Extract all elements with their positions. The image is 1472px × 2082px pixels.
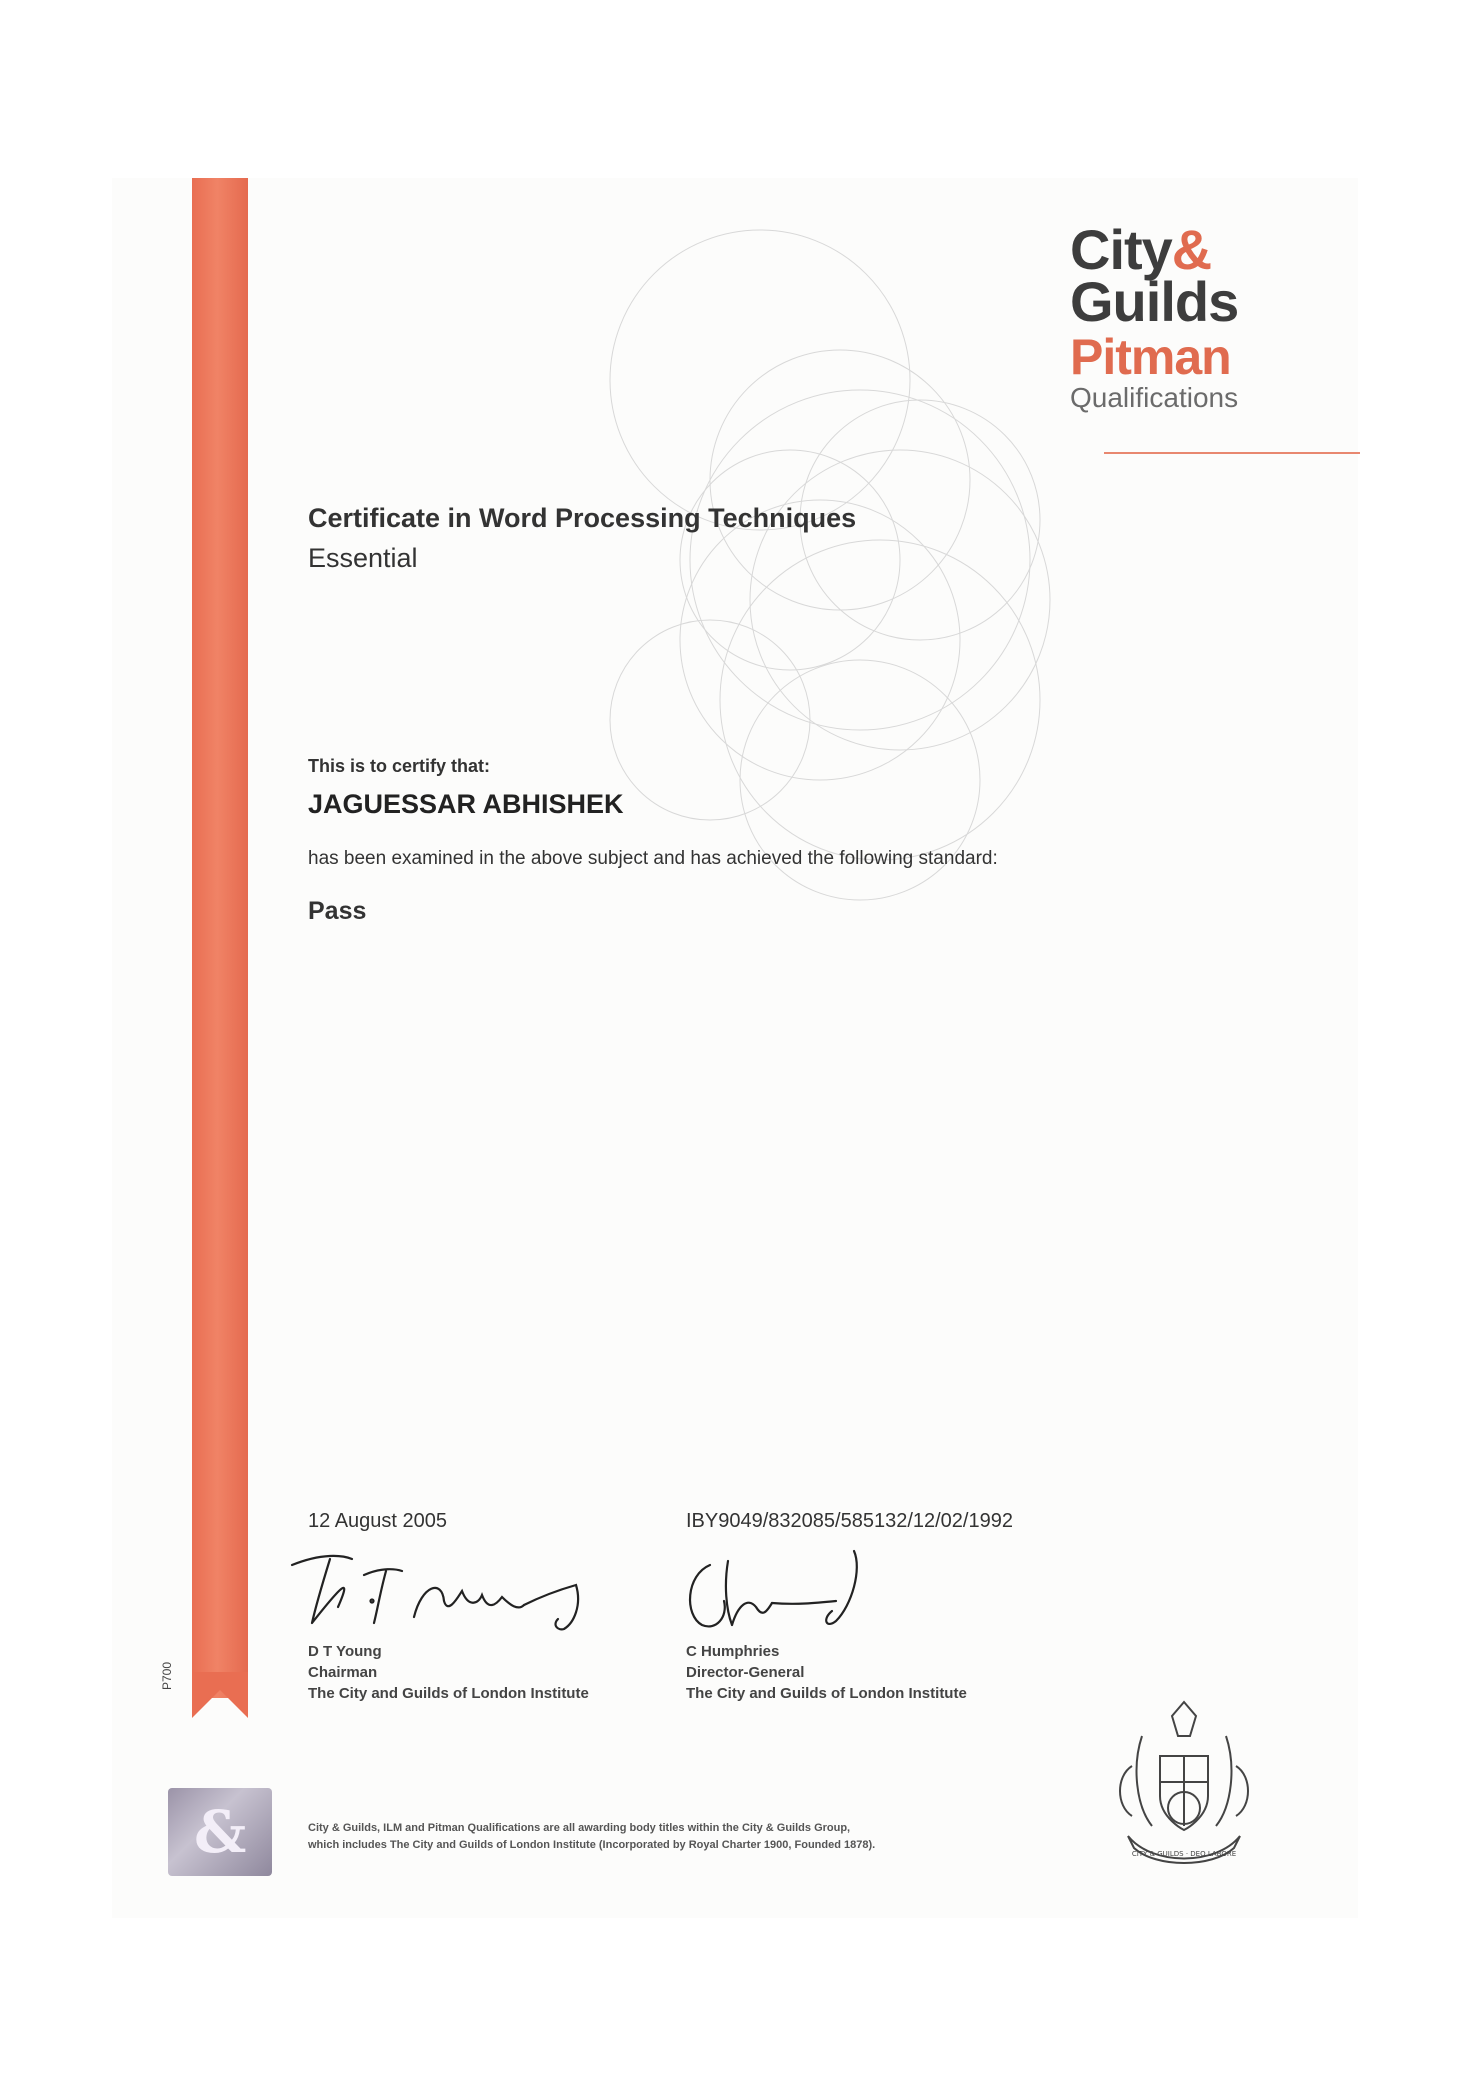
hologram-ampersand: & xyxy=(194,1798,247,1866)
reference-number: IBY9049/832085/585132/12/02/1992 xyxy=(686,1510,1013,1532)
logo-city: City xyxy=(1070,218,1172,281)
signatory-org: The City and Guilds of London Institute xyxy=(686,1685,967,1702)
city-guilds-pitman-logo xyxy=(1070,218,1360,413)
logo-qualifications: Qualifications xyxy=(1070,382,1239,413)
logo-pitman: Pitman xyxy=(1070,329,1231,385)
candidate-name: JAGUESSAR ABHISHEK xyxy=(308,789,624,819)
form-code: P700 xyxy=(160,1661,174,1690)
signatory-director-general xyxy=(686,1641,967,1704)
certificate-title: Certificate in Word Processing Techniques xyxy=(308,503,857,533)
signatory-name: C Humphries xyxy=(686,1643,780,1660)
result-standard: Pass xyxy=(308,897,367,925)
logo-guilds: Guilds xyxy=(1070,270,1239,333)
signatory-chairman xyxy=(308,1641,589,1704)
signatory-name: D T Young xyxy=(308,1643,382,1660)
signature-director-general xyxy=(676,1545,886,1635)
logo-divider xyxy=(1104,452,1360,454)
signatory-role: Director-General xyxy=(686,1664,805,1681)
signatory-role: Chairman xyxy=(308,1664,378,1681)
signature-chairman xyxy=(282,1545,612,1635)
crest-motto: CITY & GUILDS · DEO LABORE xyxy=(1131,1850,1237,1858)
achievement-statement: has been examined in the above subject and has achieved the following standard: xyxy=(308,848,998,869)
footer-line-2: which includes The City and Guilds of London Institute (Incorporated by Royal Charter 1900, Founded 1878). xyxy=(308,1839,876,1851)
coat-of-arms-crest xyxy=(1102,1696,1266,1868)
guilloche-watermark xyxy=(560,180,1120,1000)
issue-date: 12 August 2005 xyxy=(308,1510,448,1532)
decorative-ribbon xyxy=(192,178,248,1698)
logo-ampersand: & xyxy=(1171,218,1212,281)
ribbon-tail xyxy=(192,1672,248,1718)
footer-line-1: City & Guilds, ILM and Pitman Qualifications are all awarding body titles within the City & Guilds Group, xyxy=(308,1822,851,1834)
certify-line: This is to certify that: xyxy=(308,756,491,776)
signatory-org: The City and Guilds of London Institute xyxy=(308,1685,589,1702)
hologram-seal xyxy=(168,1788,272,1876)
footer-legal xyxy=(308,1820,875,1854)
certificate-level: Essential xyxy=(308,543,418,573)
